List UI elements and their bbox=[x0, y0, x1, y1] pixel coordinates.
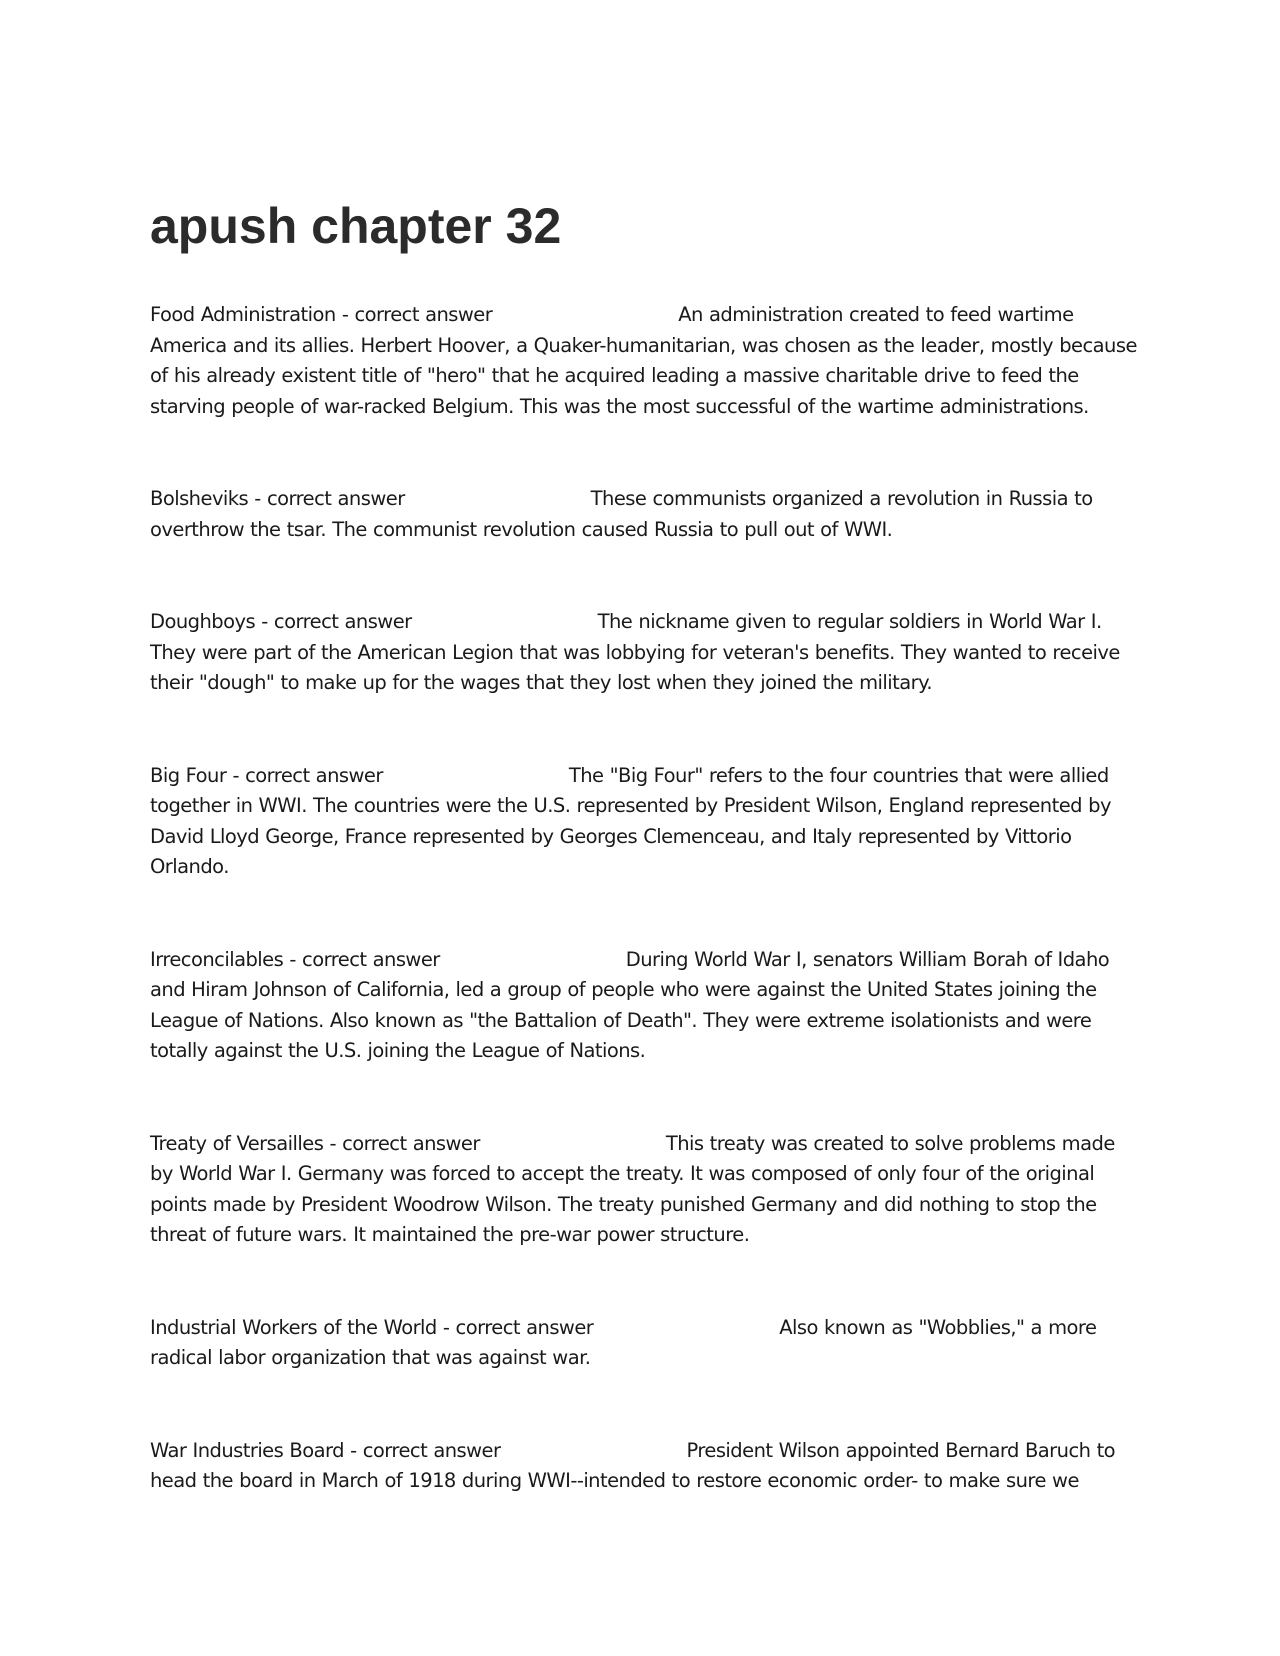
entry-definition: President Wilson appointed Bernard Baruch to head the board in March of 1918 during WWI--intended to restore economic order- to make sure we bbox=[150, 1438, 1116, 1492]
document-title: apush chapter 32 bbox=[150, 198, 562, 254]
entry-term: Food Administration bbox=[150, 303, 336, 326]
entry-separator: - bbox=[335, 303, 355, 326]
entry-term: Treaty of Versailles bbox=[150, 1131, 324, 1155]
answer-marker: correct answer bbox=[342, 1131, 480, 1155]
answer-marker: correct answer bbox=[266, 487, 405, 510]
entry-term: Industrial Workers of the World bbox=[150, 1315, 437, 1339]
answer-marker: correct answer bbox=[362, 1438, 501, 1462]
entry-term: War Industries Board bbox=[150, 1438, 344, 1462]
entry-term: Irreconcilables bbox=[150, 947, 284, 971]
answer-marker: correct answer bbox=[354, 303, 493, 326]
flashcard-entry bbox=[150, 1436, 1140, 1497]
answer-marker: correct answer bbox=[273, 610, 412, 633]
flashcard-list bbox=[150, 300, 1140, 1559]
entry-definition: This treaty was created to solve problems made by World War I. Germany was forced to accept the treaty. It was composed of only four of the original points made by President Woodrow Wilson. The treaty punished Germany and did nothing to stop the threat of future wars. It maintained the pre-war power structure. bbox=[150, 1131, 1115, 1246]
entry-separator: - bbox=[436, 1315, 456, 1339]
entry-definition: The "Big Four" refers to the four countries that were allied together in WWI. The countries were the U.S. represented by President Wilson, England represented by David Lloyd George, France represented by Georges Clemenceau, and Italy represented by Vittorio Orlando. bbox=[150, 763, 1111, 878]
entry-definition: Also known as "Wobblies," a more radical labor organization that was against war. bbox=[150, 1315, 1097, 1369]
answer-marker: correct answer bbox=[245, 763, 383, 787]
flashcard-entry bbox=[150, 1313, 1140, 1374]
entry-separator: - bbox=[226, 763, 246, 787]
answer-marker: correct answer bbox=[302, 947, 440, 971]
entry-definition: An administration created to feed wartime America and its allies. Herbert Hoover, a Quaker-humanitarian, was chosen as the leader, mostly because of his already existent title of "hero" that he acquired leading a massive charitable drive to feed the starving people of war-racked Belgium. This was the most successful of the wartime administrations. bbox=[150, 303, 1137, 418]
flashcard-entry bbox=[150, 607, 1140, 699]
entry-separator: - bbox=[323, 1131, 343, 1155]
entry-separator: - bbox=[283, 947, 303, 971]
entry-definition: These communists organized a revolution in Russia to overthrow the tsar. The communist revolution caused Russia to pull out of WWI. bbox=[150, 487, 1093, 541]
entry-separator: - bbox=[248, 487, 267, 510]
flashcard-entry bbox=[150, 761, 1140, 883]
entry-separator: - bbox=[343, 1438, 363, 1462]
entry-definition: During World War I, senators William Borah of Idaho and Hiram Johnson of California, led a group of people who were against the United States joining the League of Nations. Also known as "the Battalion of Death". They were extreme isolationists and were totally against the U.S. joining the League of Nations. bbox=[150, 947, 1110, 1062]
entry-term: Big Four bbox=[150, 763, 227, 787]
entry-separator: - bbox=[255, 610, 274, 633]
entry-term: Doughboys bbox=[150, 610, 256, 633]
entry-definition: The nickname given to regular soldiers in World War I. They were part of the American Legion that was lobbying for veteran's benefits. They wanted to receive their "dough" to make up for the wages that they lost when they joined the military. bbox=[150, 610, 1120, 694]
flashcard-entry bbox=[150, 945, 1140, 1067]
entry-term: Bolsheviks bbox=[150, 487, 249, 510]
flashcard-entry bbox=[150, 484, 1140, 545]
flashcard-entry bbox=[150, 1129, 1140, 1251]
flashcard-entry bbox=[150, 300, 1140, 422]
answer-marker: correct answer bbox=[455, 1315, 594, 1339]
